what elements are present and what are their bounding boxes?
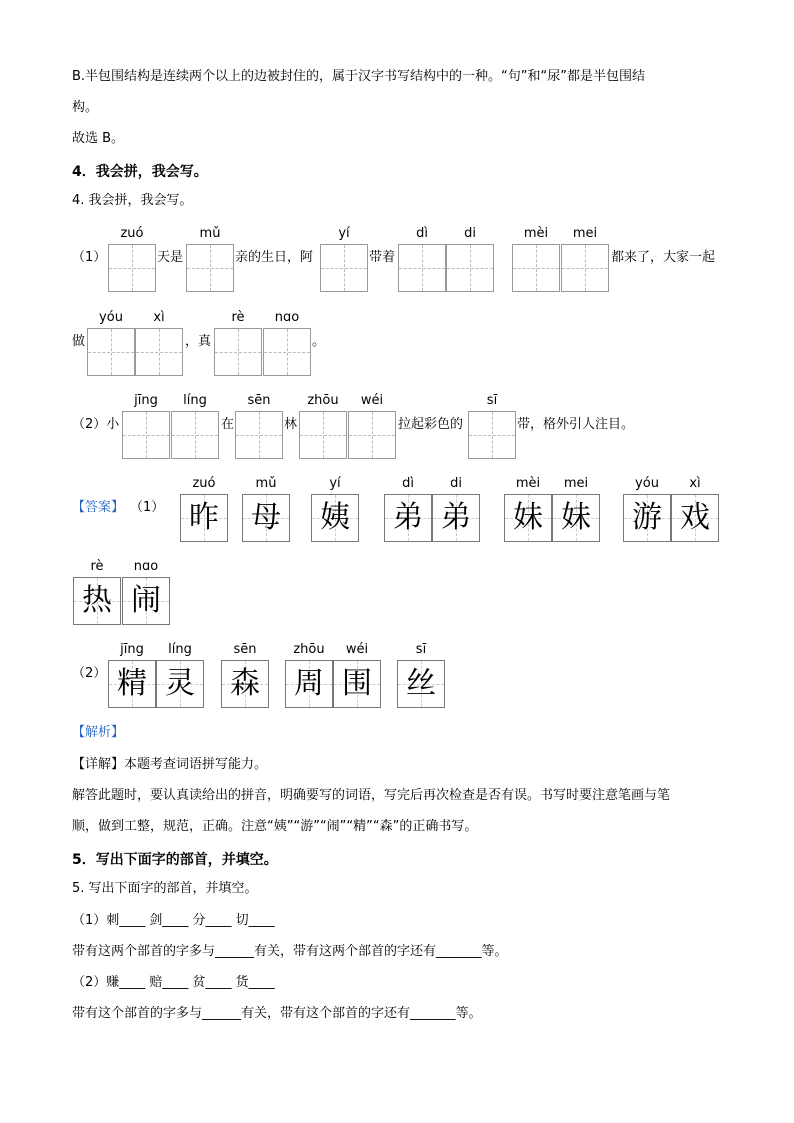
- blank-grid[interactable]: [235, 411, 283, 459]
- pinyin-label: jīng: [134, 393, 158, 408]
- blank-grid[interactable]: [122, 411, 170, 459]
- pinyin-label: mèi: [523, 226, 549, 241]
- pinyin-label: zuó: [120, 226, 144, 241]
- answer-char: 闹: [122, 577, 170, 625]
- blank-grid[interactable]: [135, 328, 183, 376]
- blank-grid[interactable]: [186, 244, 234, 292]
- analysis-body-1: 解答此题时，要认真读给出的拼音，明确要写的词语，写完后再次检查是否有误。书写时要注意笔画与笔: [72, 788, 671, 803]
- answer-char: 精: [108, 660, 156, 708]
- blank-grid[interactable]: [468, 411, 516, 459]
- intro-line-3: 故选 B。: [72, 131, 125, 146]
- answer-char: 周: [285, 660, 333, 708]
- q4-p2-text: 拉起彩色的: [398, 417, 464, 432]
- q5-subheading: 5. 写出下面字的部首，并填空。: [72, 881, 258, 896]
- pinyin-label: xì: [689, 476, 701, 491]
- pinyin-label: dì: [402, 476, 414, 491]
- answer-char: 母: [242, 494, 290, 542]
- pinyin-label: zhōu: [293, 642, 325, 657]
- q4-heading: 4．我会拼，我会写。: [72, 164, 208, 180]
- answer-char: 围: [333, 660, 381, 708]
- q4-subheading: 4. 我会拼，我会写。: [72, 193, 193, 208]
- blank-grid[interactable]: [263, 328, 311, 376]
- pinyin-label: nɑo: [274, 310, 300, 325]
- q4-p2-text: 林: [284, 417, 298, 432]
- blank-grid[interactable]: [446, 244, 494, 292]
- answer-char: 灵: [156, 660, 204, 708]
- q5-line-1: （1）刺____ 剑____ 分____ 切____: [72, 913, 275, 928]
- answer-char: 弟: [432, 494, 480, 542]
- pinyin-label: rè: [231, 310, 245, 325]
- q4-p2-text: 在: [221, 417, 235, 432]
- pinyin-label: di: [450, 476, 462, 491]
- answer-char: 姨: [311, 494, 359, 542]
- blank-grid[interactable]: [299, 411, 347, 459]
- pinyin-label: nɑo: [133, 559, 159, 574]
- answer-char: 戏: [671, 494, 719, 542]
- intro-line-2: 构。: [72, 100, 99, 115]
- pinyin-label: mei: [572, 226, 598, 241]
- q4-p1b-text: 。: [312, 334, 326, 349]
- blank-grid[interactable]: [398, 244, 446, 292]
- answer-part1-label: （1）: [130, 500, 165, 515]
- q4-p1b-text: 做: [72, 334, 86, 349]
- pinyin-label: di: [464, 226, 476, 241]
- q5-line-4: 带有这个部首的字多与______有关，带有这个部首的字还有_______等。: [72, 1006, 482, 1021]
- q4-p2-label: （2）小: [72, 417, 120, 432]
- intro-line-1: B.半包围结构是连续两个以上的边被封住的，属于汉字书写结构中的一种。“句”和“尿”都是半包围结: [72, 69, 645, 84]
- pinyin-label: sī: [415, 642, 427, 657]
- answer-part2-label: （2）: [72, 666, 107, 681]
- pinyin-label: jīng: [120, 642, 144, 657]
- q4-p1-text: 天是: [157, 250, 184, 265]
- pinyin-label: xì: [153, 310, 165, 325]
- blank-grid[interactable]: [512, 244, 560, 292]
- answer-char: 昨: [180, 494, 228, 542]
- q4-p1b-text: ，真: [185, 334, 212, 349]
- pinyin-label: wéi: [345, 642, 369, 657]
- answer-char: 妹: [504, 494, 552, 542]
- answer-char: 弟: [384, 494, 432, 542]
- pinyin-label: mǔ: [255, 476, 277, 491]
- pinyin-label: yóu: [99, 310, 123, 325]
- analysis-detail: 【详解】本题考查词语拼写能力。: [72, 757, 268, 772]
- q4-p1-label: （1）: [72, 250, 107, 265]
- pinyin-label: mei: [563, 476, 589, 491]
- blank-grid[interactable]: [320, 244, 368, 292]
- answer-char: 热: [73, 577, 121, 625]
- analysis-body-2: 顺，做到工整，规范，正确。注意“姨”“游”“闹”“精”“森”的正确书写。: [72, 819, 478, 834]
- blank-grid[interactable]: [87, 328, 135, 376]
- q5-heading: 5．写出下面字的部首，并填空。: [72, 852, 278, 868]
- pinyin-label: líng: [183, 393, 207, 408]
- answer-char: 妹: [552, 494, 600, 542]
- pinyin-label: dì: [416, 226, 428, 241]
- q5-line-2: 带有这两个部首的字多与______有关，带有这两个部首的字还有_______等。: [72, 944, 508, 959]
- blank-grid[interactable]: [214, 328, 262, 376]
- blank-grid[interactable]: [171, 411, 219, 459]
- pinyin-label: sēn: [233, 642, 257, 657]
- pinyin-label: mèi: [515, 476, 541, 491]
- analysis-label: 【解析】: [72, 725, 125, 740]
- answer-char: 游: [623, 494, 671, 542]
- pinyin-label: wéi: [360, 393, 384, 408]
- answer-label: 【答案】: [72, 500, 125, 515]
- pinyin-label: rè: [90, 559, 104, 574]
- pinyin-label: yí: [338, 226, 350, 241]
- pinyin-label: sī: [486, 393, 498, 408]
- blank-grid[interactable]: [108, 244, 156, 292]
- q4-p1-text: 亲的生日，阿: [235, 250, 314, 265]
- q4-p2-text: 带，格外引人注目。: [517, 417, 635, 432]
- pinyin-label: yóu: [635, 476, 659, 491]
- pinyin-label: yí: [329, 476, 341, 491]
- pinyin-label: zuó: [192, 476, 216, 491]
- answer-char: 丝: [397, 660, 445, 708]
- pinyin-label: zhōu: [307, 393, 339, 408]
- answer-char: 森: [221, 660, 269, 708]
- pinyin-label: líng: [168, 642, 192, 657]
- pinyin-label: sēn: [247, 393, 271, 408]
- blank-grid[interactable]: [561, 244, 609, 292]
- pinyin-label: mǔ: [199, 226, 221, 241]
- q4-p1-text: 带着: [369, 250, 396, 265]
- q4-p1-text: 都来了，大家一起: [611, 250, 716, 265]
- blank-grid[interactable]: [348, 411, 396, 459]
- q5-line-3: （2）赚____ 赔____ 贫____ 货____: [72, 975, 275, 990]
